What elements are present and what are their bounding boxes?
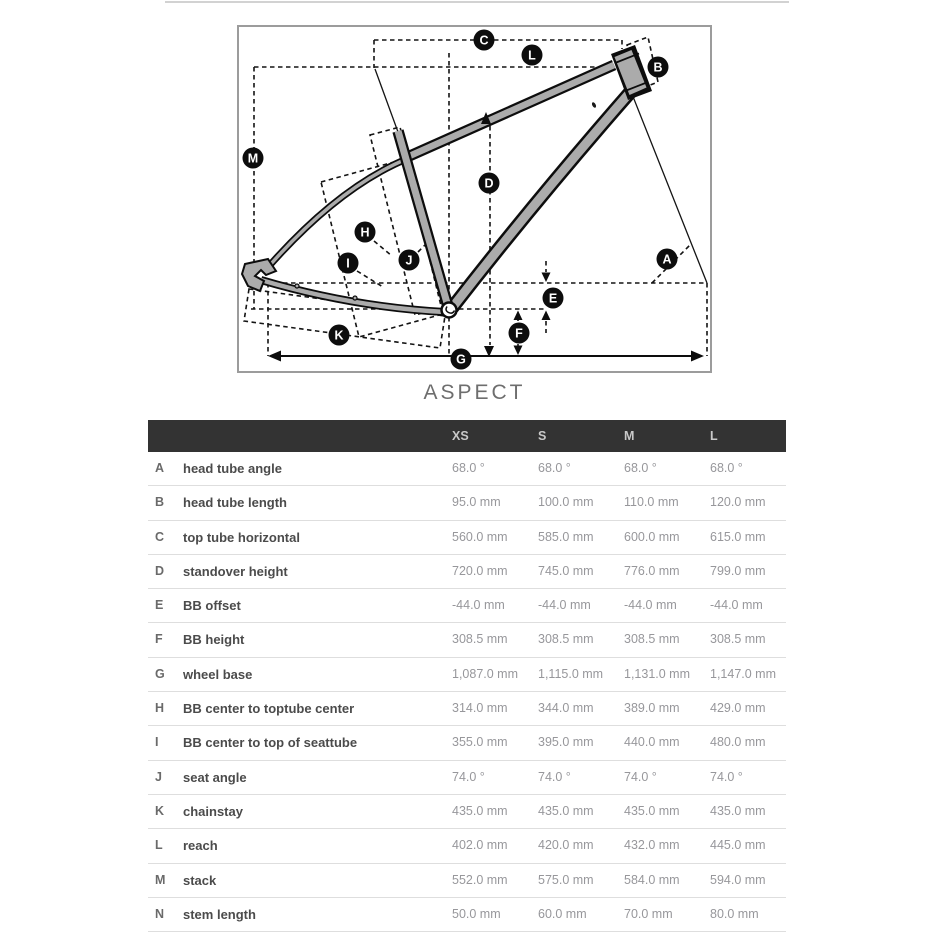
svg-text:D: D xyxy=(484,176,494,191)
row-value-xs: 560.0 mm xyxy=(452,529,508,544)
table-row xyxy=(148,521,786,555)
table-row xyxy=(148,623,786,657)
row-value-s: 585.0 mm xyxy=(538,529,594,544)
table-row xyxy=(148,589,786,623)
row-value-xs: 435.0 mm xyxy=(452,803,508,818)
row-letter: C xyxy=(155,529,165,544)
svg-text:I: I xyxy=(346,256,350,271)
row-value-xs: 314.0 mm xyxy=(452,701,508,716)
page-title: ASPECT xyxy=(423,381,526,404)
row-value-m: 600.0 mm xyxy=(624,529,680,544)
row-name: stack xyxy=(183,872,217,888)
table-row xyxy=(148,452,786,486)
diagram-label-d xyxy=(479,173,500,194)
row-value-s: 68.0 ° xyxy=(538,461,571,475)
bike-geometry-svg xyxy=(237,25,712,373)
row-value-m: -44.0 mm xyxy=(624,598,677,613)
row-name: chainstay xyxy=(183,803,243,819)
row-value-l: -44.0 mm xyxy=(710,598,763,613)
row-value-l: 480.0 mm xyxy=(710,735,766,750)
row-value-l: 308.5 mm xyxy=(710,632,766,647)
svg-text:F: F xyxy=(515,326,523,341)
row-value-l: 445.0 mm xyxy=(710,838,766,853)
row-value-xs: 74.0 ° xyxy=(452,769,485,784)
diagram-label-a xyxy=(657,249,678,270)
row-name: BB offset xyxy=(183,598,241,614)
row-value-xs: 355.0 mm xyxy=(452,735,508,750)
row-name: seat angle xyxy=(183,769,247,785)
row-value-s: 435.0 mm xyxy=(538,803,594,818)
row-value-xs: 720.0 mm xyxy=(452,563,508,578)
row-letter: L xyxy=(155,838,163,853)
geometry-diagram xyxy=(237,25,712,373)
row-letter: D xyxy=(155,563,165,578)
table-row xyxy=(148,555,786,589)
row-name: top tube horizontal xyxy=(183,529,300,545)
row-value-m: 435.0 mm xyxy=(624,803,680,818)
svg-text:K: K xyxy=(334,328,344,343)
diagram-label-e xyxy=(543,288,564,309)
diagram-label-j xyxy=(399,250,420,271)
diagram-label-b xyxy=(648,57,669,78)
row-name: reach xyxy=(183,838,218,854)
table-header xyxy=(148,420,786,452)
size-header-m: M xyxy=(624,429,635,443)
row-value-xs: 68.0 ° xyxy=(452,461,485,475)
row-letter: F xyxy=(155,632,163,647)
top-divider xyxy=(165,1,789,3)
row-letter: B xyxy=(155,495,165,510)
row-letter: A xyxy=(155,461,165,475)
bottom-bracket-icon xyxy=(442,303,457,318)
diagram-label-f xyxy=(509,323,530,344)
cable-guide-nub xyxy=(295,284,299,288)
row-value-xs: 95.0 mm xyxy=(452,495,501,510)
svg-text:J: J xyxy=(405,253,413,268)
row-name: standover height xyxy=(183,563,288,579)
row-name: head tube angle xyxy=(183,461,282,476)
row-value-m: 110.0 mm xyxy=(624,495,679,510)
diagram-label-c xyxy=(474,30,495,51)
table-row xyxy=(148,898,786,932)
row-value-xs: 1,087.0 mm xyxy=(452,666,519,681)
svg-text:M: M xyxy=(247,151,259,166)
row-value-m: 432.0 mm xyxy=(624,838,680,853)
row-value-s: 100.0 mm xyxy=(538,495,594,510)
row-value-l: 594.0 mm xyxy=(710,872,766,887)
size-header-l: L xyxy=(710,429,718,443)
row-value-l: 799.0 mm xyxy=(710,563,766,578)
geometry-table xyxy=(148,420,786,932)
svg-text:G: G xyxy=(456,352,466,367)
svg-text:A: A xyxy=(662,252,672,267)
table-row xyxy=(148,692,786,726)
row-value-l: 615.0 mm xyxy=(710,529,766,544)
row-value-s: -44.0 mm xyxy=(538,598,591,613)
row-value-l: 120.0 mm xyxy=(710,495,766,510)
table-row xyxy=(148,486,786,520)
diagram-label-k xyxy=(329,325,350,346)
diagram-label-i xyxy=(338,253,359,274)
row-name: wheel base xyxy=(183,666,253,682)
row-value-xs: 402.0 mm xyxy=(452,838,508,853)
svg-text:H: H xyxy=(360,225,370,240)
table-row xyxy=(148,761,786,795)
diagram-label-h xyxy=(355,222,376,243)
row-letter: G xyxy=(155,666,165,681)
diagram-label-l xyxy=(522,45,543,66)
row-letter: E xyxy=(155,598,164,613)
row-value-s: 420.0 mm xyxy=(538,838,594,853)
row-value-s: 575.0 mm xyxy=(538,872,594,887)
table-row xyxy=(148,658,786,692)
table-row xyxy=(148,795,786,829)
row-value-l: 1,147.0 mm xyxy=(710,666,777,681)
row-value-m: 68.0 ° xyxy=(624,461,657,475)
row-letter: N xyxy=(155,906,165,921)
row-letter: H xyxy=(155,701,165,716)
row-letter: J xyxy=(155,769,162,784)
svg-text:C: C xyxy=(479,33,489,48)
row-value-xs: 308.5 mm xyxy=(452,632,508,647)
cable-guide-nub xyxy=(353,296,357,300)
row-value-l: 74.0 ° xyxy=(710,769,743,784)
row-name: BB center to toptube center xyxy=(183,701,355,717)
row-letter: K xyxy=(155,803,165,818)
row-value-s: 308.5 mm xyxy=(538,632,594,647)
row-value-m: 1,131.0 mm xyxy=(624,666,691,681)
table-row xyxy=(148,829,786,863)
row-value-xs: 552.0 mm xyxy=(452,872,508,887)
diagram-label-m xyxy=(243,148,264,169)
row-value-m: 584.0 mm xyxy=(624,872,680,887)
row-value-m: 440.0 mm xyxy=(624,735,680,750)
row-value-m: 74.0 ° xyxy=(624,769,657,784)
row-name: BB center to top of seattube xyxy=(183,735,358,751)
row-value-s: 60.0 mm xyxy=(538,906,587,921)
row-value-m: 776.0 mm xyxy=(624,563,680,578)
row-value-m: 389.0 mm xyxy=(624,701,680,716)
table-row xyxy=(148,864,786,898)
row-value-s: 1,115.0 mm xyxy=(538,666,604,681)
table-row xyxy=(148,726,786,760)
row-value-s: 344.0 mm xyxy=(538,701,594,716)
row-name: BB height xyxy=(183,632,245,648)
size-header-s: S xyxy=(538,429,547,443)
row-name: stem length xyxy=(183,906,256,922)
row-value-s: 745.0 mm xyxy=(538,563,594,578)
row-letter: M xyxy=(155,872,166,887)
row-value-l: 435.0 mm xyxy=(710,803,766,818)
row-value-l: 68.0 ° xyxy=(710,461,743,475)
row-value-l: 80.0 mm xyxy=(710,906,759,921)
svg-text:E: E xyxy=(548,291,558,306)
row-value-m: 70.0 mm xyxy=(624,906,673,921)
diagram-label-g xyxy=(451,349,472,370)
row-letter: I xyxy=(155,735,159,750)
size-header-xs: XS xyxy=(452,429,469,443)
row-value-xs: 50.0 mm xyxy=(452,906,501,921)
row-value-l: 429.0 mm xyxy=(710,701,766,716)
row-value-xs: -44.0 mm xyxy=(452,598,505,613)
svg-text:B: B xyxy=(653,60,663,75)
row-value-s: 74.0 ° xyxy=(538,769,571,784)
svg-text:L: L xyxy=(528,48,536,63)
row-name: head tube length xyxy=(183,495,287,511)
row-value-s: 395.0 mm xyxy=(538,735,594,750)
row-value-m: 308.5 mm xyxy=(624,632,680,647)
